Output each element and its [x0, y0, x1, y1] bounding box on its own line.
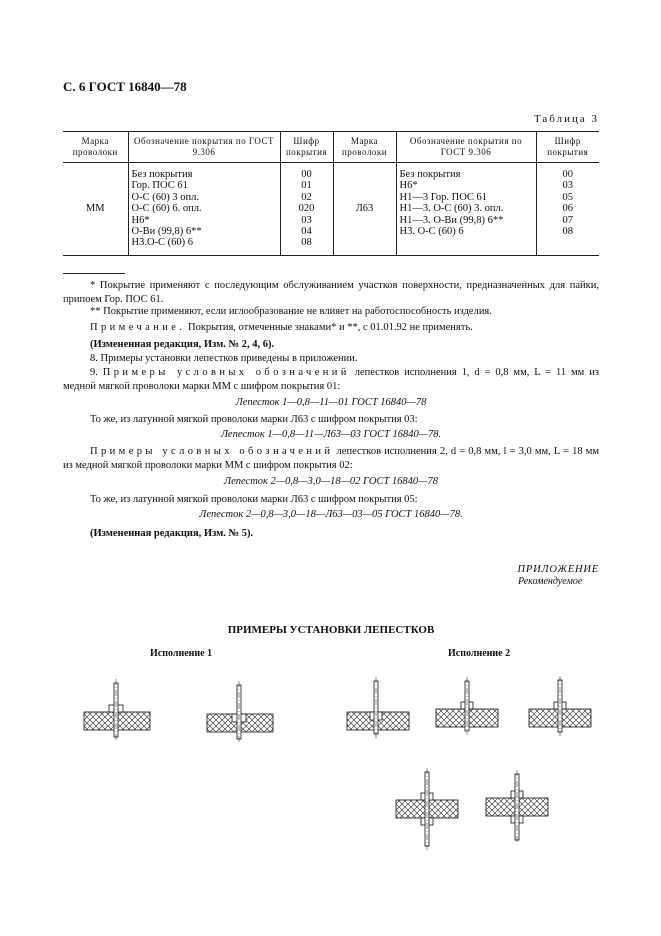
- paragraph-examples-2-text: лепестков исполнения 2, d = 0,8 мм, l = 3,0 мм, L = 18 мм из медной мягкой проволоки марки ММ с шифром покрытия 02:: [63, 446, 599, 471]
- variant-2-example-d: [396, 768, 458, 850]
- examples-label: Примеры условных обозначений: [102, 367, 350, 378]
- coating-code: 03: [301, 214, 312, 226]
- variant-2-example-a: [347, 677, 409, 738]
- coating-code: 01: [301, 180, 312, 192]
- appendix-title: ПРИЛОЖЕНИЕ: [517, 564, 599, 575]
- coating-code: 08: [301, 237, 312, 249]
- coating-item: Н1—3 Гор. ПОС 61: [399, 191, 488, 203]
- paragraph-9-number: 9.: [90, 367, 98, 378]
- coating-code: 00: [301, 169, 312, 180]
- paragraph-9-text: лепестков исполнения 1, d = 0,8 мм, L = 11 мм из медной мягкой проволоки марки ММ с шифром покрытия 01:: [63, 367, 599, 392]
- coating-item: Н6*: [131, 214, 150, 226]
- designation-2: Лепесток 1—0,8—11—Л63—03 ГОСТ 16840—78.: [220, 429, 442, 440]
- coating-code: 04: [301, 226, 312, 238]
- coating-code: 07: [562, 214, 573, 226]
- note-label: Примечание.: [90, 322, 186, 333]
- coating-item: Н1—3. О-Ви (99,8) 6**: [399, 214, 504, 226]
- coating-item: Н1—3. О-С (60) 3. опл.: [399, 203, 504, 215]
- variant-1-example-a: [84, 679, 150, 742]
- coating-code: 03: [562, 180, 573, 192]
- coating-item: О-Ви (99,8) 6**: [131, 226, 202, 238]
- same-note-2: То же, из латунной мягкой проволоки марки Л63 с шифром покрытия 05:: [90, 494, 418, 505]
- footnote-2: ** Покрытие применяют, если иглообразование не влияет на работоспособность изделия.: [90, 306, 492, 317]
- coating-code: 05: [562, 191, 573, 203]
- page-header: С. 6 ГОСТ 16840—78: [63, 79, 187, 94]
- designation-1: Лепесток 1—0,8—11—01 ГОСТ 16840—78: [235, 397, 427, 408]
- wire-grade-l63: Л63: [333, 163, 396, 256]
- coating-code: 08: [562, 226, 573, 238]
- variant-1-label: Исполнение 1: [150, 648, 213, 659]
- examples-label-2: Примеры условных обозначений: [90, 446, 334, 457]
- variant-2-example-b: [436, 677, 498, 735]
- coating-code: 02: [301, 191, 312, 203]
- wire-grade-mm: ММ: [63, 163, 128, 256]
- coating-item: Н3. О-С (60) 6: [399, 226, 464, 238]
- same-note-1: То же, из латунной мягкой проволоки марки Л63 с шифром покрытия 03:: [90, 414, 418, 425]
- variant-2-example-c: [529, 676, 591, 736]
- table-caption: Таблица 3: [533, 113, 599, 125]
- coating-item: Без покрытия: [399, 169, 461, 180]
- coating-item: Н6*: [399, 180, 418, 192]
- paragraph-8: 8. Примеры установки лепестков приведены в приложении.: [90, 353, 358, 364]
- variant-2-label: Исполнение 2: [448, 648, 511, 659]
- col-header-code-left: Шифр покрытия: [280, 132, 333, 163]
- note-text: Покрытия, отмеченные знаками* и **, с 01.01.92 не применять.: [185, 322, 473, 333]
- col-header-coating-left: Обозначение покрытия по ГОСТ 9.306: [128, 132, 280, 163]
- coating-item: Гор. ПОС 61: [131, 180, 188, 192]
- variant-2-example-e: [486, 770, 548, 844]
- coating-item: Без покрытия: [131, 169, 193, 180]
- coating-item: О-С (60) 6. опл.: [131, 203, 202, 215]
- coating-code: 00: [562, 169, 573, 180]
- designation-4: Лепесток 2—0,8—3,0—18—Л63—03—05 ГОСТ 16840—78.: [199, 509, 463, 520]
- footnote-1: * Покрытие применяют с последующим обслуживанием участков поверхности, предназначенных для пайки, припоем Гор. ПОС 61.: [63, 280, 599, 305]
- col-header-wire-right: Марка проволоки: [333, 132, 396, 163]
- designation-3: Лепесток 2—0,8—3,0—18—02 ГОСТ 16840—78: [223, 476, 438, 487]
- coating-item: Н3.О-С (60) 6: [131, 237, 194, 249]
- col-header-wire-left: Марка проволоки: [63, 132, 128, 163]
- col-header-coating-right: Обозначение покрытия по ГОСТ 9.306: [396, 132, 536, 163]
- appendix-subtitle: Рекомендуемое: [518, 576, 583, 587]
- edition-note-1: (Измененная редакция, Изм. № 2, 4, 6).: [90, 339, 275, 350]
- col-header-code-right: Шифр покрытия: [536, 132, 599, 163]
- section-title: ПРИМЕРЫ УСТАНОВКИ ЛЕПЕСТКОВ: [227, 624, 435, 636]
- edition-note-2: (Измененная редакция, Изм. № 5).: [90, 528, 254, 539]
- coating-code: 06: [562, 203, 573, 215]
- coating-code: 020: [298, 203, 315, 215]
- coating-item: О-С (60) 3 опл.: [131, 191, 199, 203]
- variant-1-example-b: [207, 681, 273, 744]
